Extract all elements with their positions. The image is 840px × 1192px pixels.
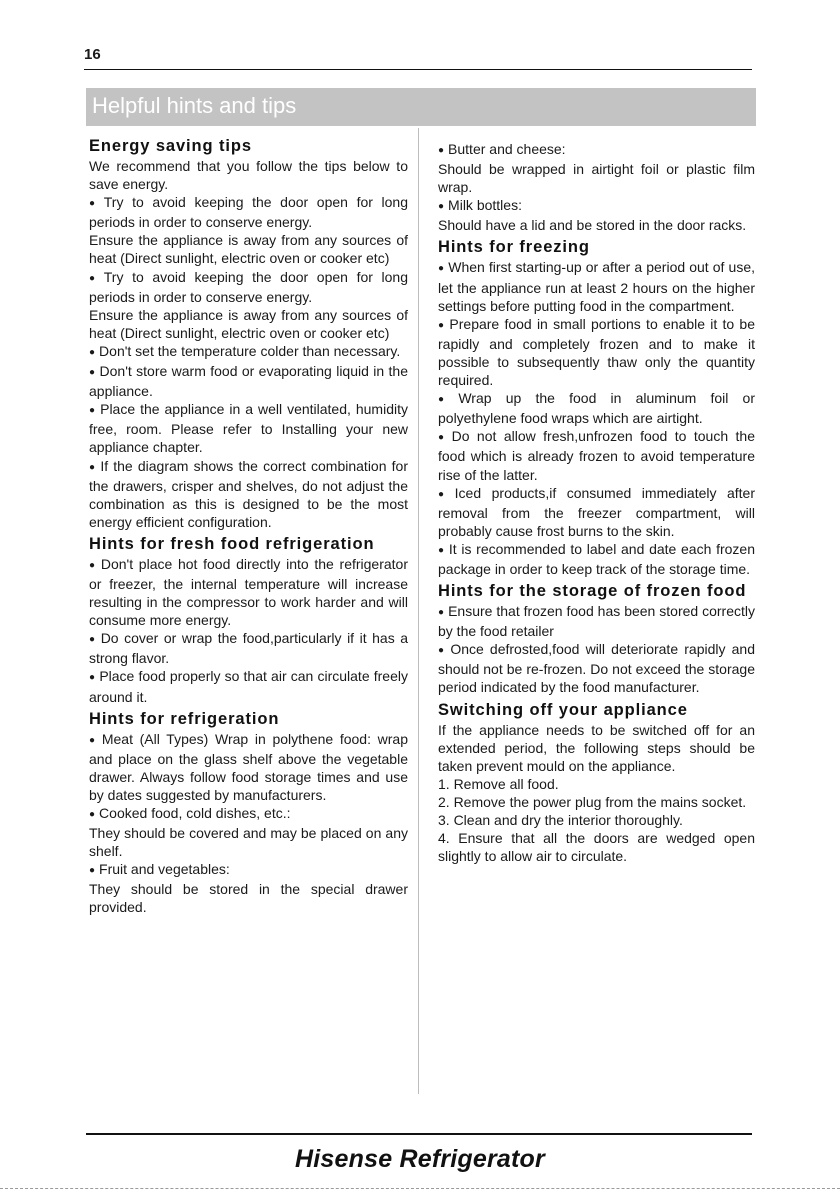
energy-tip-configuration: ● If the diagram shows the correct combination for the drawers, crisper and shelves, do not adjust the combination as this is designed to be the most energy efficient configuration. [89,457,408,531]
energy-tip-ventilation: ● Place the appliance in a well ventilated, humidity free, room. Please refer to Installing your new appliance chapter. [89,400,408,456]
scan-edge [0,1188,840,1190]
fresh-tip-circulate: ● Place food properly so that air can circulate freely around it. [89,667,408,705]
storage-tip-retailer: ● Ensure that frozen food has been stored correctly by the food retailer [438,602,755,640]
switching-step-4: 4. Ensure that all the doors are wedged open slightly to allow air to circulate. [438,830,755,865]
heading-fresh-food: Hints for fresh food refrigeration [89,534,375,553]
switching-intro: If the appliance needs to be switched off for an extended period, the following steps should be taken prevent mould on the appliance. [438,721,755,774]
heading-switching-off: Switching off your appliance [438,700,688,719]
top-rule [84,69,752,70]
heading-energy-saving: Energy saving tips [89,137,252,155]
intro-butter: ● Butter and cheese: [438,140,755,160]
heading-refrigeration: Hints for refrigeration [89,709,280,728]
switching-step-2: 2. Remove the power plug from the mains socket. [438,793,747,810]
refrig-tip-cooked: ● Cooked food, cold dishes, etc.: [89,804,408,824]
freezing-tip-portions: ● Prepare food in small portions to enable it to be rapidly and completely frozen and to make it possible to subsequently thaw only the quantity required. [438,315,755,389]
heading-frozen-storage: Hints for the storage of frozen food [438,582,747,601]
energy-intro: We recommend that you follow the tips below to save energy. [89,158,408,193]
intro-butter-detail: Should be wrapped in airtight foil or plastic film wrap. [438,161,755,196]
freezing-tip-wrap: ● Wrap up the food in aluminum foil or polyethylene food wraps which are airtight. [438,389,755,427]
left-column [89,135,408,917]
bottom-rule [86,1133,752,1135]
right-column [438,140,755,865]
column-divider [418,128,419,1094]
energy-tip-warm-food: ● Don't store warm food or evaporating liquid in the appliance. [89,362,408,400]
fresh-tip-hot-food: ● Don't place hot food directly into the refrigerator or freezer, the internal temperature will increase resulting in the compressor to work harder and will consume more energy. [89,555,408,629]
heading-freezing: Hints for freezing [438,238,590,257]
refrig-tip-cooked-detail: They should be covered and may be placed on any shelf. [89,825,408,860]
refrig-tip-meat: ● Meat (All Types) Wrap in polythene food: wrap and place on the glass shelf above the vegetable drawer. Always follow food storage times and use by dates suggested by manufacturers. [89,730,408,804]
energy-tip-door: ● Try to avoid keeping the door open for long periods in order to conserve energy. [89,193,408,231]
page-number: 16 [84,46,101,63]
energy-tip-temperature: ● Don't set the temperature colder than necessary. [89,342,408,362]
storage-tip-defrosted: ● Once defrosted,food will deteriorate rapidly and should not be re-frozen. Do not exceed the storage period indicated by the food manufacturer. [438,640,755,696]
refrig-tip-fruit: ● Fruit and vegetables: [89,860,408,880]
switching-step-1: 1. Remove all food. [438,775,559,792]
energy-tip-heat: Ensure the appliance is away from any sources of heat (Direct sunlight, electric oven or cooker etc) [89,232,408,267]
energy-tip-heat-repeat: Ensure the appliance is away from any sources of heat (Direct sunlight, electric oven or cooker etc) [89,306,408,341]
freezing-tip-label: ● It is recommended to label and date each frozen package in order to keep track of the storage time. [438,540,755,578]
energy-tip-door-repeat: ● Try to avoid keeping the door open for long periods in order to conserve energy. [89,268,408,306]
section-title-bar: Helpful hints and tips [86,88,756,126]
intro-milk: ● Milk bottles: [438,196,755,216]
intro-milk-detail: Should have a lid and be stored in the door racks. [438,217,747,234]
freezing-tip-iced: ● Iced products,if consumed immediately after removal from the freezer compartment, will probably cause frost burns to the skin. [438,484,755,540]
brand-footer: Hisense Refrigerator [295,1145,545,1173]
freezing-tip-startup: ● When first starting-up or after a period out of use, let the appliance run at least 2 hours on the higher settings before putting food in the compartment. [438,258,755,314]
switching-step-3: 3. Clean and dry the interior thoroughly. [438,812,683,828]
fresh-tip-wrap: ● Do cover or wrap the food,particularly if it has a strong flavor. [89,629,408,667]
refrig-tip-fruit-detail: They should be stored in the special drawer provided. [89,881,408,916]
freezing-tip-touch: ● Do not allow fresh,unfrozen food to touch the food which is already frozen to avoid temperature rise of the latter. [438,427,755,483]
